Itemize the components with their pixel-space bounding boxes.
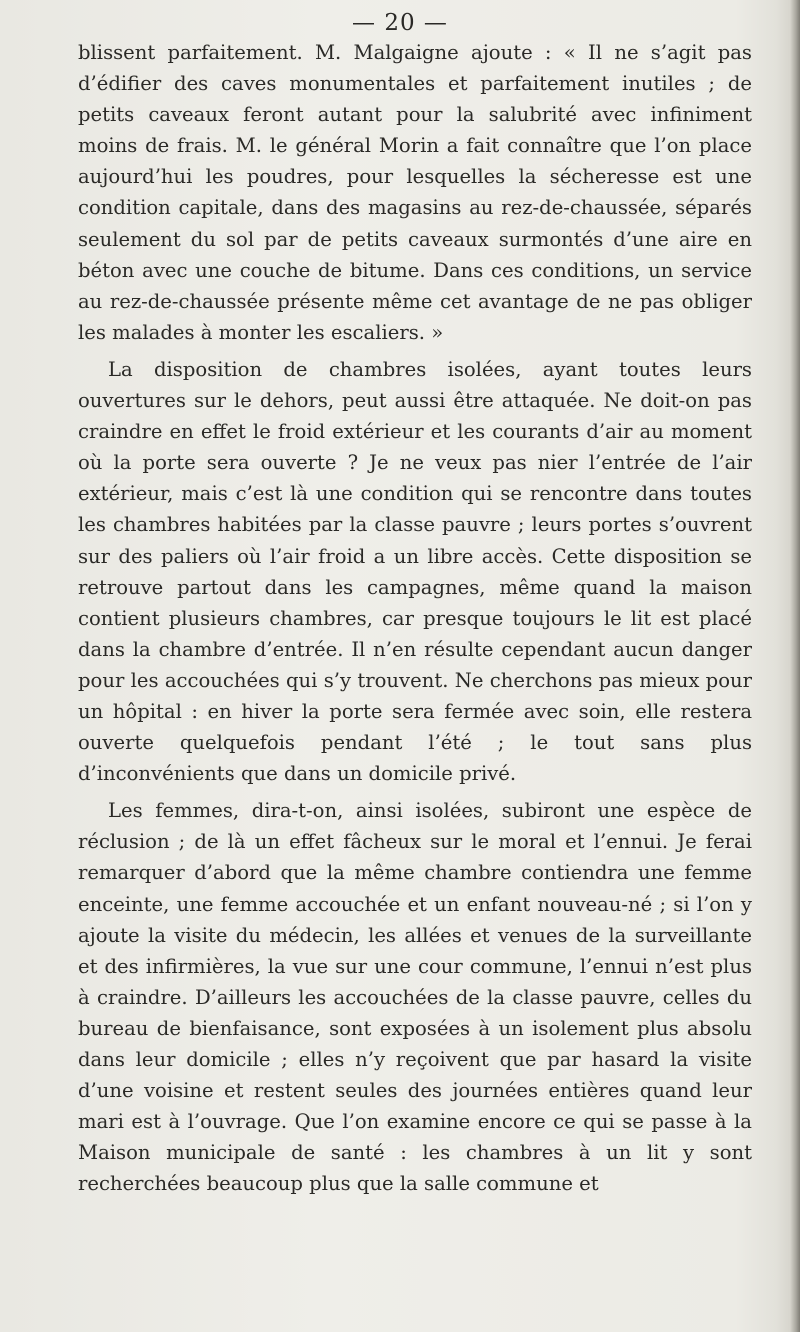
body-text <box>78 37 752 1199</box>
paragraph-1: blissent parfaitement. M. Malgaigne ajoute : « Il ne s’agit pas d’édifier des caves monumentales et parfaitement inutiles ; de petits caveaux feront autant pour la salubrité avec infiniment moins de frais. M. le général Morin a fait connaître que l’on place aujourd’hui les poudres, pour lesquelles la sécheresse est une condition capitale, dans des magasins au rez-de-chaussée, séparés seulement du sol par de petits caveaux surmontés d’une aire en béton avec une couche de bitume. Dans ces conditions, un service au rez-de-chaussée présente même cet avantage de ne pas obliger les malades à monter les escaliers. » <box>78 41 752 344</box>
page-edge-shadow <box>790 0 800 1332</box>
page-number: — 20 — <box>352 10 448 36</box>
paragraph-2: La disposition de chambres isolées, ayant toutes leurs ouvertures sur le dehors, peut aussi être attaquée. Ne doit-on pas craindre en effet le froid extérieur et les courants d’air au moment où la porte sera ouverte ? Je ne veux pas nier l’entrée de l’air extérieur, mais c’est là une condition qui se rencontre dans toutes les chambres habitées par la classe pauvre ; leurs portes s’ouvrent sur des paliers où l’air froid a un libre accès. Cette disposition se retrouve partout dans les campagnes, même quand la maison contient plusieurs chambres, car presque toujours le lit est placé dans la chambre d’entrée. Il n’en résulte cependant aucun danger pour les accouchées qui s’y trouvent. Ne cherchons pas mieux pour un hôpital : en hiver la porte sera fermée avec soin, elle restera ouverte quelquefois pendant l’été ; le tout sans plus d’inconvénients que dans un domicile privé. <box>78 357 752 786</box>
paragraph-3: Les femmes, dira-t-on, ainsi isolées, subiront une espèce de réclusion ; de là un effet fâcheux sur le moral et l’ennui. Je ferai remarquer d’abord que la même chambre contiendra une femme enceinte, une femme accouchée et un enfant nouveau-né ; si l’on y ajoute la visite du médecin, les allées et venues de la surveillante et des infirmières, la vue sur une cour commune, l’ennui n’est plus à craindre. D’ailleurs les accouchées de la classe pauvre, celles du bureau de bienfaisance, sont exposées à un isolement plus absolu dans leur domicile ; elles n’y reçoivent que par hasard la visite d’une voisine et restent seules des journées entières quand leur mari est à l’ouvrage. Que l’on examine encore ce qui se passe à la Maison municipale de santé : les chambres à un lit y sont recherchées beaucoup plus que la salle commune et <box>78 799 752 1196</box>
